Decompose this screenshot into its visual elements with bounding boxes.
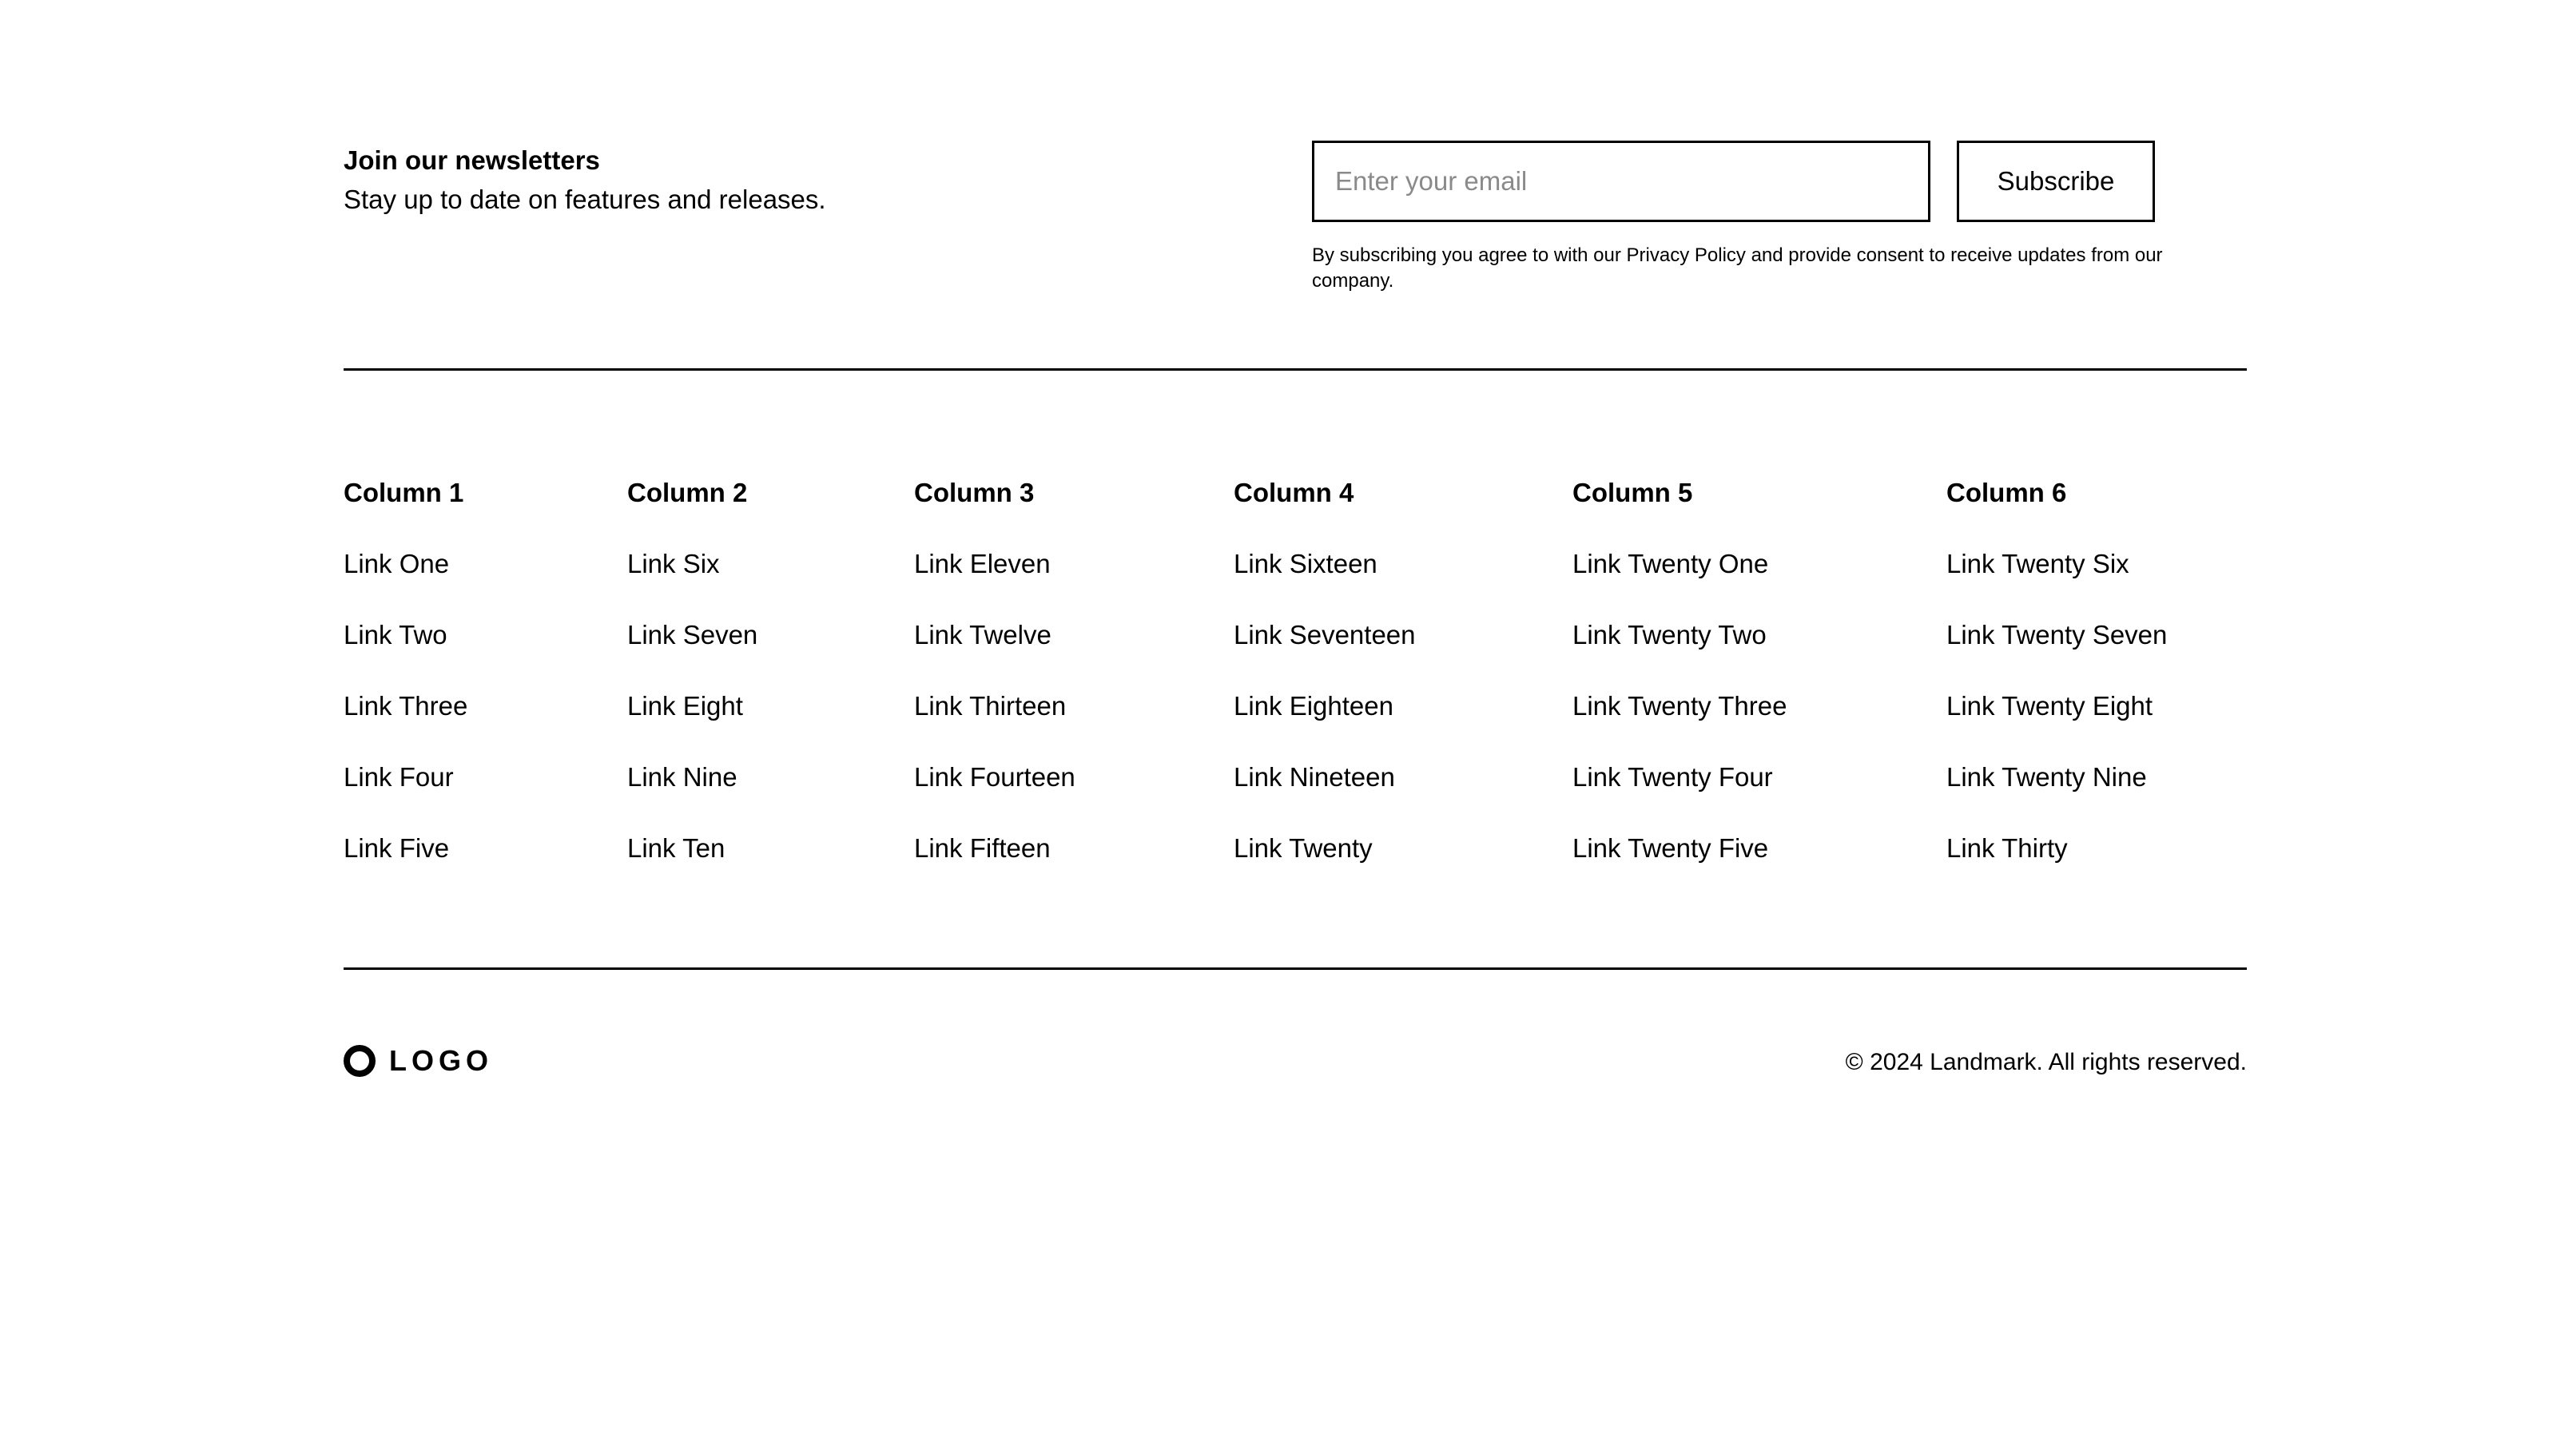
newsletter-form-row xyxy=(1312,141,2247,222)
link-list xyxy=(1946,547,2167,865)
subscribe-button[interactable]: Subscribe xyxy=(1957,141,2155,222)
footer-link[interactable]: Link Twenty Four xyxy=(1572,762,1773,792)
newsletter-form xyxy=(1312,141,2247,294)
footer-link[interactable]: Link Ten xyxy=(627,833,725,863)
divider-top xyxy=(344,368,2247,371)
footer-link[interactable]: Link Two xyxy=(344,620,447,649)
ring-logo-icon xyxy=(344,1045,376,1077)
link-column-2 xyxy=(627,476,757,865)
footer-link[interactable]: Link Fifteen xyxy=(914,833,1051,863)
footer-link[interactable]: Link Twenty Six xyxy=(1946,549,2129,578)
footer-link[interactable]: Link Nineteen xyxy=(1234,762,1395,792)
newsletter-terms: By subscribing you agree to with our Privacy Policy and provide consent to receive updates from our company. xyxy=(1312,244,2163,292)
footer-link[interactable]: Link Eighteen xyxy=(1234,691,1393,721)
footer-bottom-bar xyxy=(344,1042,2247,1083)
footer-link-columns xyxy=(344,476,2247,876)
footer-link[interactable]: Link Twenty Eight xyxy=(1946,691,2153,721)
newsletter-title: Join our newsletters xyxy=(344,145,600,175)
footer-link[interactable]: Link Eleven xyxy=(914,549,1051,578)
email-input[interactable] xyxy=(1312,141,1930,222)
footer-link[interactable]: Link Thirteen xyxy=(914,691,1067,721)
footer-link[interactable]: Link Twelve xyxy=(914,620,1051,649)
site-footer xyxy=(344,0,2247,1077)
footer-link[interactable]: Link One xyxy=(344,549,450,578)
column-title: Column 6 xyxy=(1946,478,2067,507)
footer-link[interactable]: Link Twenty Seven xyxy=(1946,620,2168,649)
link-column-4 xyxy=(1234,476,1416,865)
link-column-3 xyxy=(914,476,1075,865)
footer-link[interactable]: Link Eight xyxy=(627,691,743,721)
footer-link[interactable]: Link Twenty Nine xyxy=(1946,762,2147,792)
copyright-text: © 2024 Landmark. All rights reserved. xyxy=(1845,1049,2247,1075)
footer-link[interactable]: Link Sixteen xyxy=(1234,549,1377,578)
footer-link[interactable]: Link Seventeen xyxy=(1234,620,1416,649)
footer-link[interactable]: Link Twenty Five xyxy=(1572,833,1769,863)
footer-link[interactable]: Link Five xyxy=(344,833,450,863)
column-title: Column 5 xyxy=(1572,478,1693,507)
column-title: Column 3 xyxy=(914,478,1035,507)
link-list xyxy=(627,547,757,865)
footer-link[interactable]: Link Fourteen xyxy=(914,762,1075,792)
column-title: Column 1 xyxy=(344,478,464,507)
link-list xyxy=(1234,547,1416,865)
newsletter-section xyxy=(344,0,2247,371)
column-title: Column 2 xyxy=(627,478,748,507)
footer-link[interactable]: Link Four xyxy=(344,762,454,792)
logo-text: LOGO xyxy=(389,1044,493,1077)
divider-bottom xyxy=(344,967,2247,970)
link-list xyxy=(914,547,1075,865)
logo-link[interactable] xyxy=(344,1045,493,1077)
footer-link[interactable]: Link Twenty Two xyxy=(1572,620,1767,649)
newsletter-subtitle: Stay up to date on features and releases. xyxy=(344,185,826,214)
link-list xyxy=(1572,547,1787,865)
link-list xyxy=(344,547,467,865)
footer-link[interactable]: Link Seven xyxy=(627,620,758,649)
footer-link[interactable]: Link Three xyxy=(344,691,468,721)
link-column-5 xyxy=(1572,476,1787,865)
footer-link[interactable]: Link Six xyxy=(627,549,720,578)
footer-link[interactable]: Link Twenty xyxy=(1234,833,1373,863)
footer-link[interactable]: Link Twenty One xyxy=(1572,549,1769,578)
footer-link[interactable]: Link Twenty Three xyxy=(1572,691,1787,721)
footer-link[interactable]: Link Thirty xyxy=(1946,833,2068,863)
newsletter-text xyxy=(344,144,826,216)
link-column-1 xyxy=(344,476,467,865)
column-title: Column 4 xyxy=(1234,478,1354,507)
footer-link[interactable]: Link Nine xyxy=(627,762,737,792)
link-column-6 xyxy=(1946,476,2167,865)
